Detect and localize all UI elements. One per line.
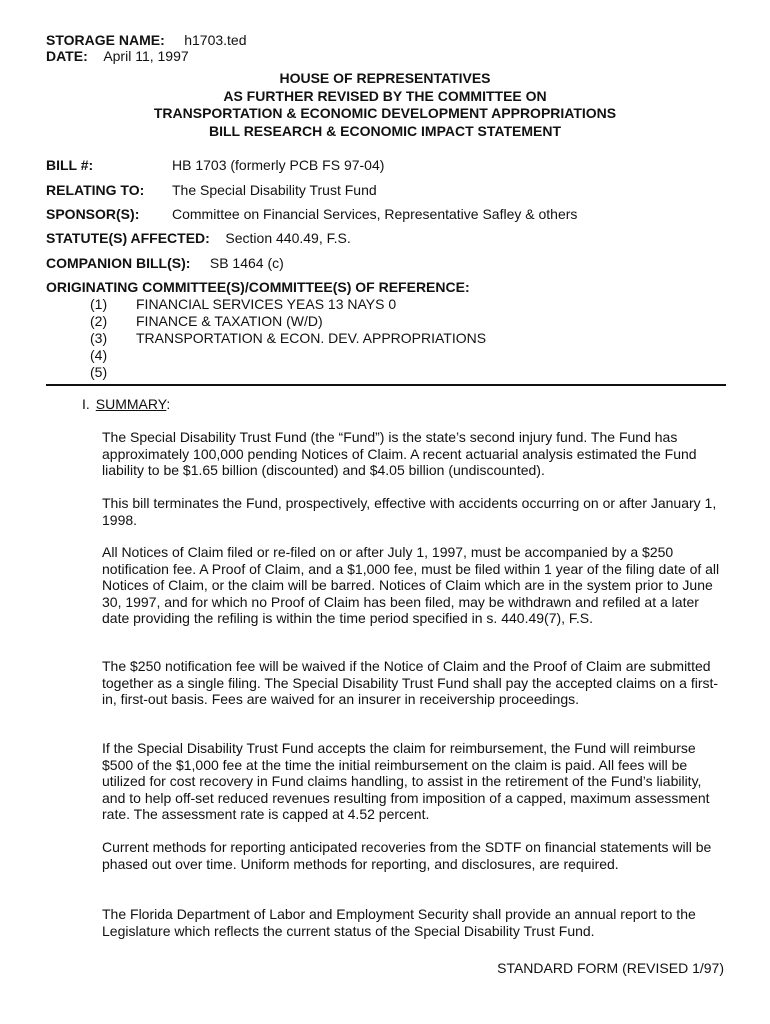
title-line: HOUSE OF REPRESENTATIVES <box>279 70 491 86</box>
title-line: BILL RESEARCH & ECONOMIC IMPACT STATEMENT <box>208 122 562 139</box>
originating-committees-heading: ORIGINATING COMMITTEE(S)/COMMITTEE(S) OF REFERENCE: <box>46 279 470 295</box>
summary-paragraph: Current methods for reporting anticipated recoveries from the SDTF on financial statements will be phased out over time. Uniform methods for reporting, and disclosures, are required. <box>102 839 712 872</box>
bill-number-value: HB 1703 (formerly PCB FS 97-04) <box>172 157 385 173</box>
summary-paragraph: The $250 notification fee will be waived if the Notice of Claim and the Proof of Claim are submitted together as a single filing. The Special Disability Trust Fund shall pay the accepted claims on a first-in, first-out basis. Fees are waived for an insurer in receivership proceedings. <box>102 658 719 707</box>
summary-paragraph: All Notices of Claim filed or re-filed on or after July 1, 1997, must be accompanied by a $250 notification fee. A Proof of Claim, and a $1,000 fee, must be filed within 1 year of the filing date of all Notices of Claim, or the claim will be barred. Notices of Claim which are in the system prior to June 30, 1997, and for which no Proof of Claim has been filed, may be withdrawn and refiled at a later date providing the refiling is within the time period specified in s. 440.49(7), F.S. <box>102 544 720 626</box>
statutes-affected-label: STATUTE(S) AFFECTED <box>46 230 206 246</box>
sponsor-value: Committee on Financial Services, Representative Safley & others <box>172 206 578 222</box>
summary-title: SUMMARY <box>95 396 167 412</box>
date-value: April 11, 1997 <box>103 48 189 64</box>
companion-bill-value: SB 1464 (c) <box>209 255 284 271</box>
title-line: TRANSPORTATION & ECONOMIC DEVELOPMENT APPROPRIATIONS <box>153 105 617 121</box>
relating-to-value: The Special Disability Trust Fund <box>172 182 377 198</box>
statutes-affected-field: STATUTE(S) AFFECTED: Section 440.49, F.S. <box>46 230 351 246</box>
summary-paragraph: The Florida Department of Labor and Employment Security shall provide an annual report to the Legislature which reflects the current status of the Special Disability Trust Fund. <box>102 906 696 939</box>
title-line: AS FURTHER REVISED BY THE COMMITTEE ON <box>223 87 547 104</box>
storage-name-value: h1703.ted <box>184 32 247 48</box>
storage-name-line: STORAGE NAME: h1703.ted <box>46 32 247 48</box>
section-divider <box>46 384 726 386</box>
sponsor-field: SPONSOR(S): Committee on Financial Services, Representative Safley & others <box>46 206 578 222</box>
summary-paragraph: If the Special Disability Trust Fund accepts the claim for reimbursement, the Fund will reimburse $500 of the $1,000 fee at the time the initial reimbursement on the claim is paid. All fees will be utilized for cost recovery in Fund claims handling, to assist in the retirement of the Fund’s liability, and to help off-set reduced revenues resulting from imposition of a capped, maximum assessment rate. The assessment rate is capped at 4.52 percent. <box>102 740 710 822</box>
relating-to-label: RELATING TO <box>46 182 140 198</box>
summary-number: I. <box>82 396 90 412</box>
date-label: DATE <box>46 48 84 64</box>
relating-to-field: RELATING TO: The Special Disability Trust Fund <box>46 182 377 198</box>
sponsor-label: SPONSOR(S) <box>46 206 135 222</box>
bill-number-label: BILL # <box>46 157 89 173</box>
summary-paragraph: The Special Disability Trust Fund (the “Fund”) is the state’s second injury fund. The Fund has approximately 100,000 pending Notices of Claim. A recent actuarial analysis estimated the Fund liability to be $1.65 billion (discounted) and $4.05 billion (undiscounted). <box>102 429 697 478</box>
summary-heading: I. SUMMARY: <box>82 396 171 412</box>
document-title <box>0 70 770 140</box>
date-line: DATE: April 11, 1997 <box>46 48 189 64</box>
summary-paragraph: This bill terminates the Fund, prospectively, effective with accidents occurring on or after January 1, 1998. <box>102 495 717 528</box>
companion-bill-field: COMPANION BILL(S): SB 1464 (c) <box>46 255 284 271</box>
document-page: STORAGE NAME: h1703.ted DATE: April 11, 1997 HOUSE OF REPRESENTATIVES AS FURTHER REVISED BY THE COMMITTEE ON TRANSPORTATION & ECONOMIC DEVELOPMENT APPROPRIATIONS BILL RESEARCH & ECONOMIC IMPACT STATEMENT BILL #: HB 1703 (formerly PCB FS 97-04) RELATING TO: The Special Disability Trust Fund SPONSOR(S): Committee on Financial Services, Representative Safley & others STATUTE(S) AFFECTED: Section 440.49, F.S. COMPANION BILL(S): SB 1464 (c) ORIGINATING COMMITTEE(S)/COMMITTEE(S) OF REFERENCE: (1) FINANCIAL SERVICES YEAS 13 NAYS 0 (2) FINANCE & TAXATION (W/D) (3) TRANSPORTATION & ECON. DEV. APPROPRIATIONS (4) (5) I. SUMMARY: The Special Disability Trust Fund (the “Fund”) is the state’s second injury fund. The Fund has approximately 100,000 pending Notices of Claim. A recent actuarial analysis estimated the Fund liability to be $1.65 billion (discounted) and $4.05 billion (undiscounted). This bill terminates the Fund, prospectively, effective with accidents occurring on or after January 1, 1998. All Notices of Claim filed or re-filed on or after July 1, 1997, must be accompanied by a $250 notification fee. A Proof of Claim, and a $1,000 fee, must be filed within 1 year of the filing date of all Notices of Claim, or the claim will be barred. Notices of Claim which are in the system prior to June 30, 1997, and for which no Proof of Claim has been filed, may be withdrawn and refiled at a later date providing the refiling is within the time period specified in s. 440.49(7), F.S. The $250 notification fee will be waived if the Notice of Claim and the Proof of Claim are submitted together as a single filing. The Special Disability Trust Fund shall pay the accepted claims on a first-in, first-out basis. Fees are waived for an insurer in receivership proceedings. If the Special Disability Trust Fund accepts the claim for reimbursement, the Fund will reimburse $500 of the $1,000 fee at the time the initial reimbursement on the claim is paid. All fees will be utilized for cost recovery in Fund claims handling, to assist in the retirement of the Fund’s liability, and to help off-set reduced revenues resulting from imposition of a capped, maximum assessment rate. The assessment rate is capped at 4.52 percent. Current methods for reporting anticipated recoveries from the SDTF on financial statements will be phased out over time. Uniform methods for reporting, and disclosures, are required. The Florida Department of Labor and Employment Security shall provide an annual report to the Legislature which reflects the current status of the Special Disability Trust Fund. STANDARD FORM (REVISED 1/97) <box>0 0 770 1024</box>
form-footer: STANDARD FORM (REVISED 1/97) <box>497 960 724 976</box>
storage-name-label: STORAGE NAME <box>46 32 161 48</box>
statutes-affected-value: Section 440.49, F.S. <box>225 230 351 246</box>
companion-bill-label: COMPANION BILL(S) <box>46 255 186 271</box>
bill-number-field: BILL #: HB 1703 (formerly PCB FS 97-04) <box>46 157 385 173</box>
